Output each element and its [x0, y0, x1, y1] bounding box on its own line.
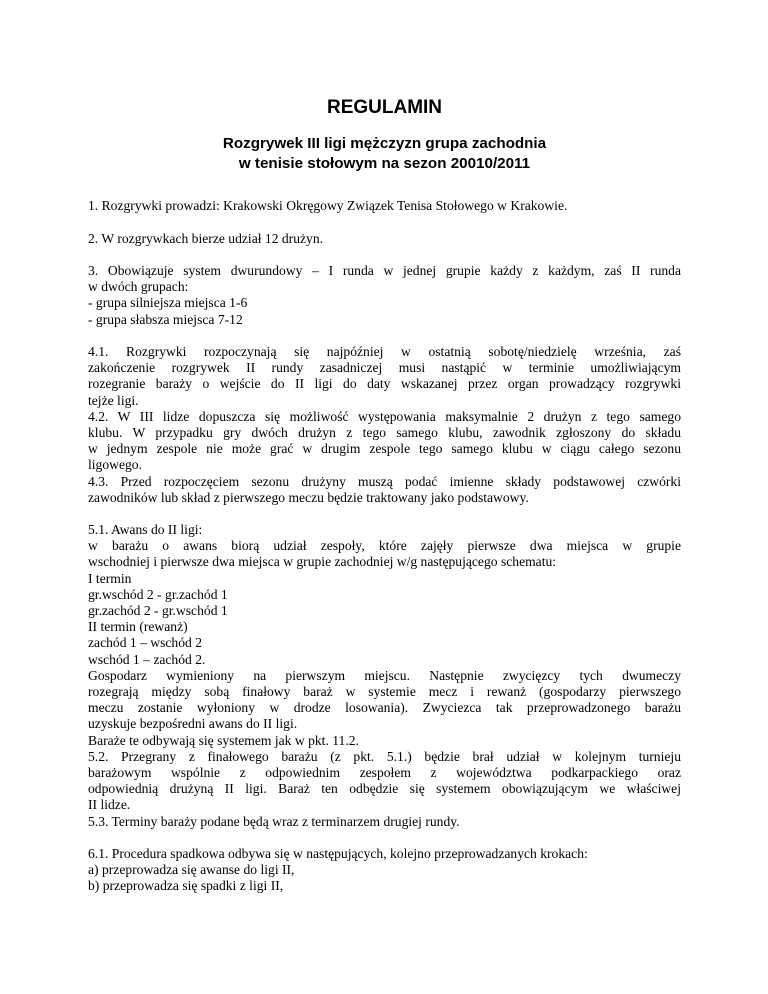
text-line: - grupa słabsza miejsca 7-12: [88, 311, 243, 327]
text-line: gr.zachód 2 - gr.wschód 1: [88, 603, 228, 619]
text-line: w barażu o awans biorą udział zespoły, które zajęły pierwsze dwa miejsca w grupie: [88, 538, 681, 554]
text-line: klubu. W przypadku gry dwóch drużyn z tego samego klubu, zawodnik zgłoszony do składu: [88, 425, 681, 441]
text-line: wschodniej i pierwsze dwa miejsca w grupie zachodniej w/g następującego schematu:: [88, 554, 557, 570]
text-line: odpowiednią drużyną II ligi. Baraż ten odbędzie się systemem obowiązującym we właściwej: [88, 781, 681, 797]
text-line: barażowym wspólnie z odpowiednim zespołem z województwa podkarpackiego oraz: [88, 765, 681, 781]
text-line: - grupa silniejsza miejsca 1-6: [88, 295, 248, 311]
subtitle-line: w tenisie stołowym na sezon 20010/2011: [238, 155, 531, 172]
paragraph-4: [88, 344, 681, 506]
text-line: 5.3. Terminy baraży podane będą wraz z terminarzem drugiej rundy.: [88, 813, 460, 829]
text-line: tejże ligi.: [88, 392, 139, 408]
text-line: Gospodarz wymieniony na pierwszym miejscu. Następnie zwycięzcy tych dwumeczy: [88, 667, 681, 683]
text-line: II termin (rewanż): [88, 619, 188, 635]
text-line: zawodników lub skład z pierwszego meczu będzie traktowany jako podstawowy.: [88, 489, 529, 505]
text-line: a) przeprowadza się awanse do ligi II,: [88, 862, 295, 878]
text-line: zachód 1 – wschód 2: [88, 635, 203, 651]
paragraph-1: [88, 198, 681, 214]
text-line: b) przeprowadza się spadki z ligi II,: [88, 878, 284, 894]
text-line: 3. Obowiązuje system dwurundowy – I runda w jednej grupie każdy z każdym, zaś II runda: [88, 263, 681, 278]
text-line: gr.wschód 2 - gr.zachód 1: [88, 586, 228, 602]
text-line: 5.2. Przegrany z finałowego barażu (z pkt. 5.1.) będzie brał udział w kolejnym turnieju: [88, 748, 681, 764]
text-line: 5.1. Awans do II ligi:: [88, 522, 203, 537]
text-line: ligowego.: [88, 457, 142, 473]
text-line: 1. Rozgrywki prowadzi: Krakowski Okręgowy Związek Tenisa Stołowego w Krakowie.: [88, 198, 568, 213]
text-line: Baraże te odbywają się systemem jak w pkt. 11.2.: [88, 732, 359, 748]
text-line: 4.1. Rozgrywki rozpoczynają się najpóźniej w ostatnią sobotę/niedzielę września, zaś: [88, 344, 681, 359]
paragraph-2: [88, 231, 681, 247]
text-line: 2. W rozgrywkach bierze udział 12 drużyn.: [88, 231, 324, 246]
subtitle-line: Rozgrywek III ligi mężczyzn grupa zachodnia: [222, 135, 547, 152]
text-line: I termin: [88, 570, 132, 586]
text-line: meczu zostanie wyłoniony w drodze losowania). Zwyciezca tak przeprowadzonego barażu: [88, 700, 681, 716]
paragraph-6: [88, 846, 681, 895]
text-line: w jednym zespole nie może grać w drugim zespole tego samego klubu w ciągu całego sezonu: [88, 441, 681, 457]
text-line: wschód 1 – zachód 2.: [88, 651, 206, 667]
text-line: 4.3. Przed rozpoczęciem sezonu drużyny muszą podać imienne składy podstawowej czwórki: [88, 473, 681, 489]
text-line: 6.1. Procedura spadkowa odbywa się w następujących, kolejno przeprowadzanych krokach:: [88, 846, 588, 861]
document-title: REGULAMIN: [326, 97, 443, 118]
text-line: 4.2. W III lidze dopuszcza się możliwość występowania maksymalnie 2 drużyn z tego samego: [88, 408, 681, 424]
text-line: rozegranie baraży o wejście do II ligi do daty wskazanej przez organ prowadzący rozgrywki: [88, 376, 681, 392]
paragraph-3: [88, 263, 681, 328]
text-line: rozegrają między sobą finałowy baraż w systemie mecz i rewanż (gospodarzy pierwszego: [88, 684, 681, 700]
text-line: zakończenie rozgrywek II rundy zasadniczej musi nastąpić w terminie umożliwiającym: [88, 360, 681, 376]
paragraph-5: [88, 522, 681, 830]
text-line: w dwóch grupach:: [88, 279, 189, 295]
text-line: uzyskuje bezpośredni awans do II ligi.: [88, 716, 298, 732]
text-line: II lidze.: [88, 797, 131, 813]
document-subtitle: [88, 134, 681, 174]
